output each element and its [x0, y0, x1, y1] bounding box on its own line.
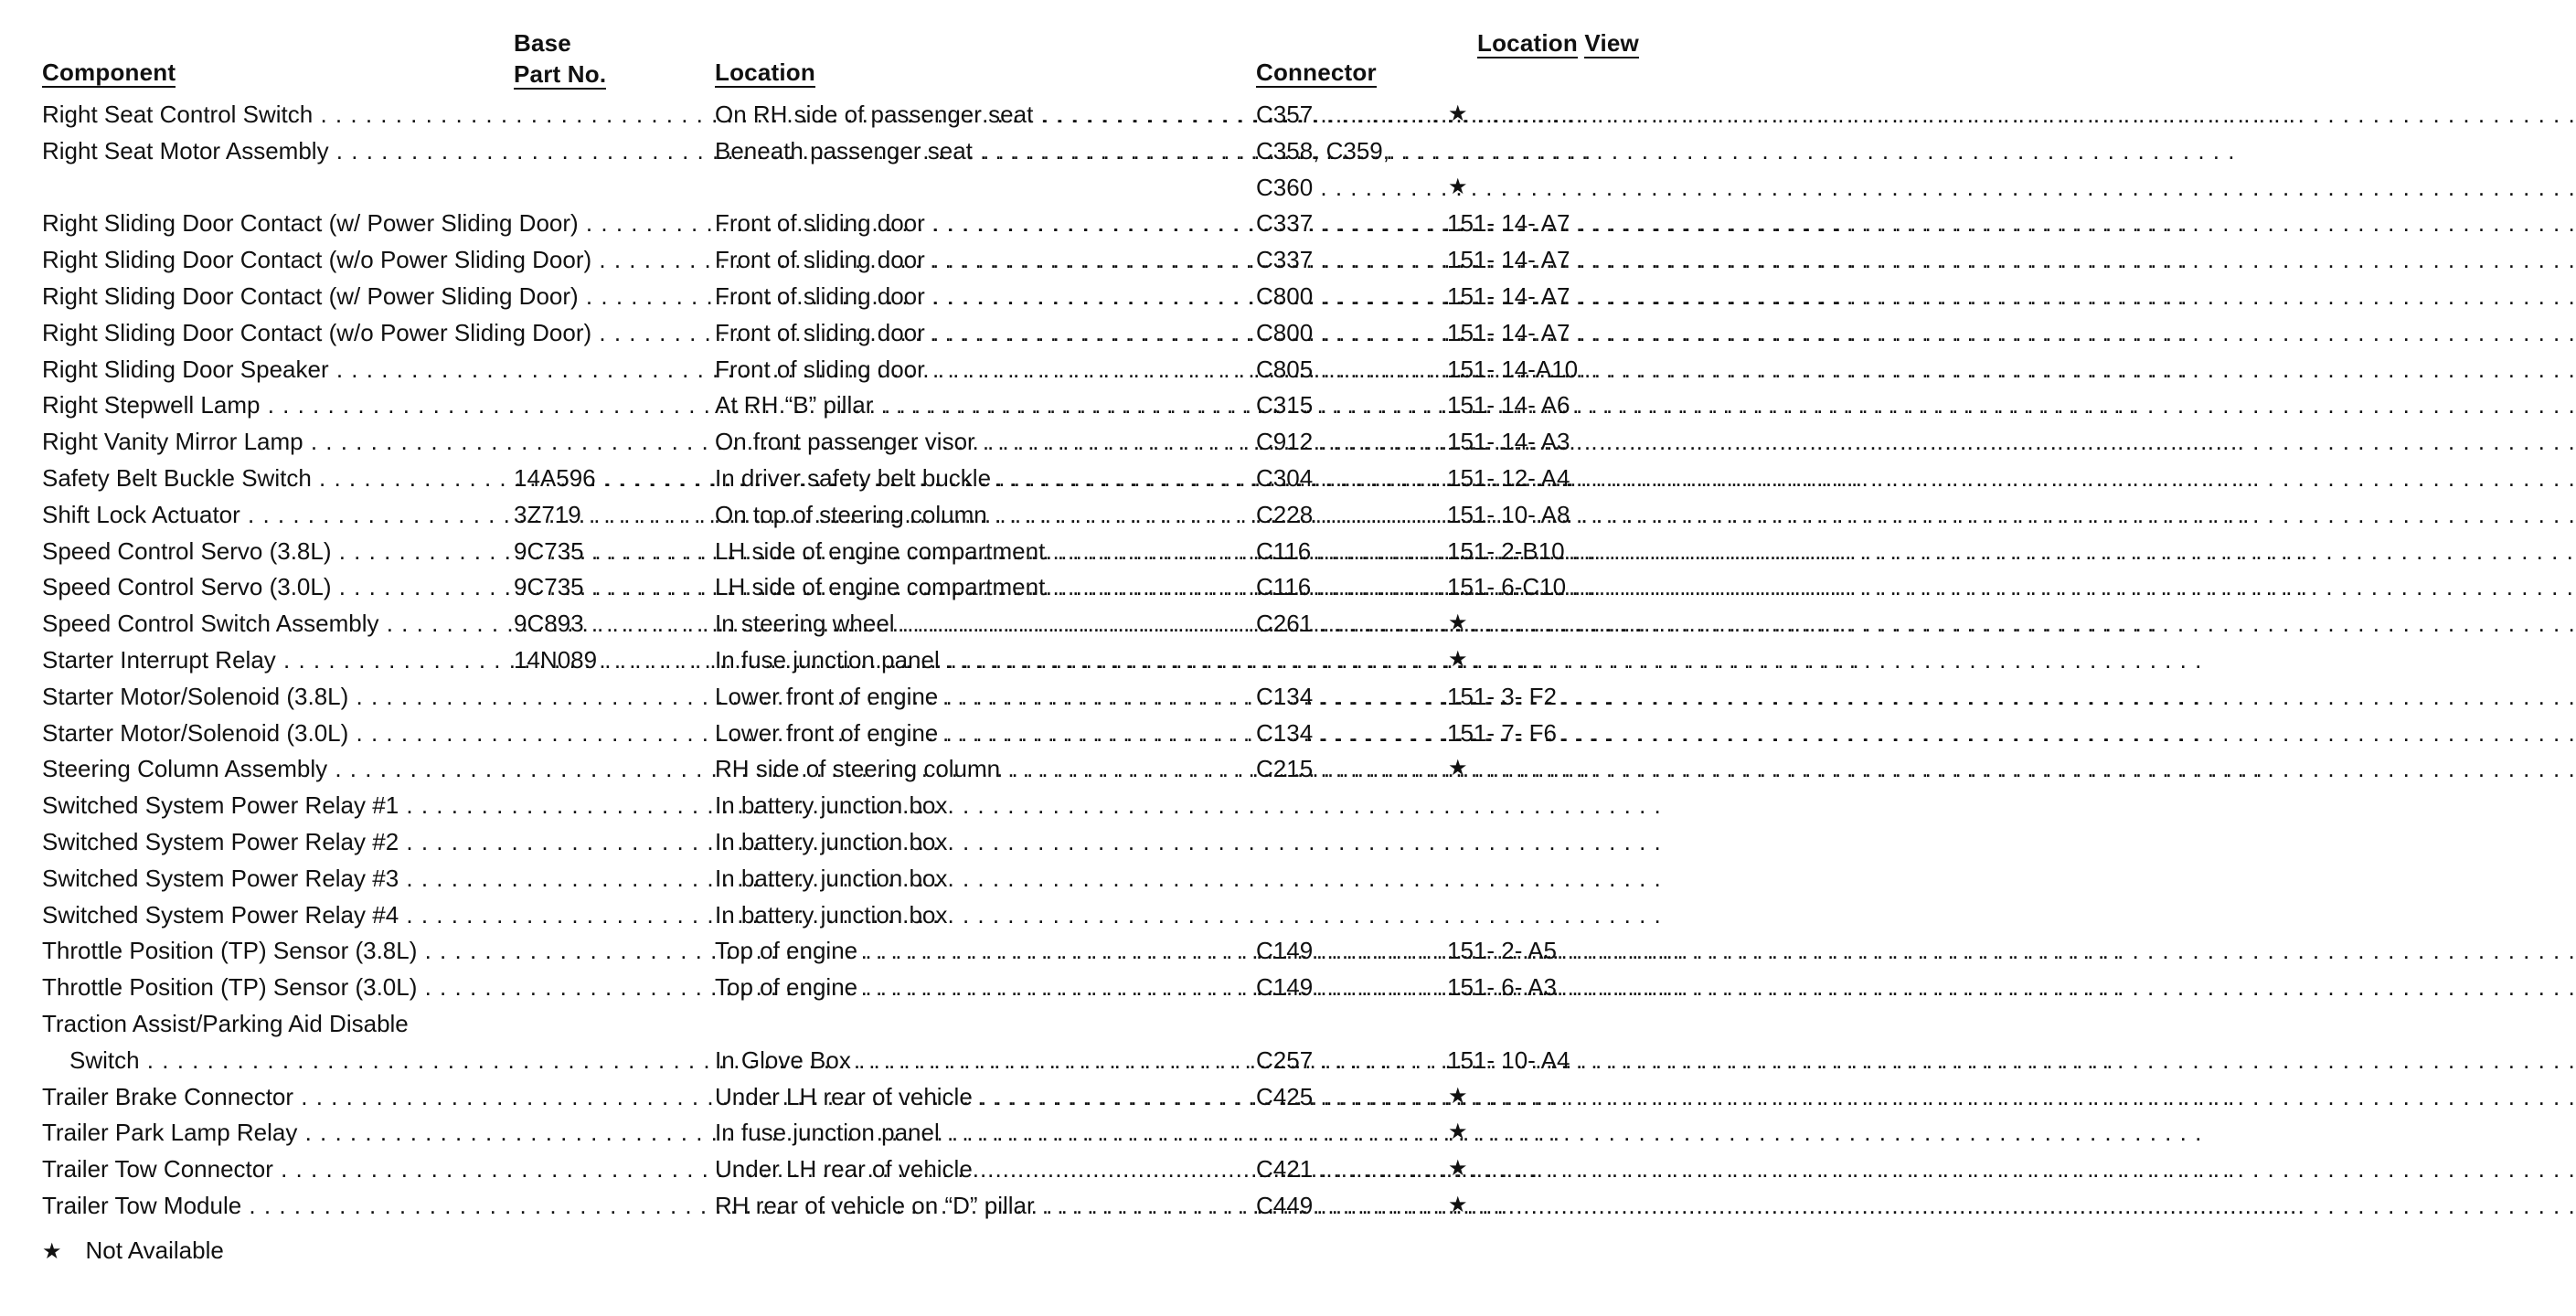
table-row [0, 387, 1589, 423]
location-text: In battery junction box [715, 828, 948, 855]
table-row [0, 715, 1589, 751]
connector-id: C228 . . . [1256, 496, 1442, 533]
connector-id: C360 . . . [1256, 169, 1442, 206]
base-part-number: 3Z719 . . . [514, 496, 709, 533]
component-name: Starter Interrupt Relay . . . [42, 642, 508, 678]
star-icon: ★ [1448, 1156, 1468, 1182]
location-text: Lower front of engine . . . [715, 715, 1251, 751]
star-icon: ★ [1448, 756, 1468, 781]
location-text: LH side of engine compartment . . . [715, 568, 1251, 605]
header-base-part-bottom: Part No. [514, 60, 607, 88]
header-location [715, 57, 815, 88]
connector-id: C149 . . . [1256, 969, 1442, 1005]
component-name: Right Sliding Door Contact (w/o Power Sliding Door) . . . [42, 241, 709, 278]
table-row [0, 241, 1589, 278]
connector-id: C134 . . . [1256, 678, 1442, 715]
location-view: 151- 10- A4 [1447, 1045, 1570, 1074]
location-text: In fuse junction panel . . . [715, 642, 1251, 678]
connector-id: C261 . . . [1256, 605, 1442, 642]
location-text: At RH “B” pillar . . . [715, 387, 1251, 423]
header-component-label: Component [42, 58, 176, 86]
table-row [0, 1151, 1589, 1187]
location-view: 151- 14- A6 [1447, 391, 1570, 419]
location-text: Front of sliding door . . . [715, 278, 1251, 314]
component-name: Speed Control Servo (3.8L) . . . [42, 533, 508, 569]
table-row [0, 1187, 1589, 1224]
header-location-view [1477, 27, 1639, 58]
table-row [0, 1078, 1589, 1115]
table-row [0, 823, 1589, 860]
location-text: Front of sliding door . . . [715, 314, 1251, 351]
table-row [0, 568, 1589, 605]
connector-id: C800 . . . [1256, 314, 1442, 351]
location-text: Lower front of engine . . . [715, 678, 1251, 715]
location-view: 151- 14- A7 [1447, 318, 1570, 346]
table-row [0, 932, 1589, 969]
table-row [0, 787, 1589, 823]
location-text: RH side of steering column . . . [715, 750, 1251, 787]
location-view: 151- 14- A3 [1447, 428, 1570, 456]
location-text: Front of sliding door . . . [715, 205, 1251, 241]
component-name: Right Stepwell Lamp . . . [42, 387, 709, 423]
table-row [0, 969, 1589, 1005]
component-name: Steering Column Assembly . . . [42, 750, 709, 787]
header-location-label: Location [715, 58, 815, 86]
connector-id: C421 . . . [1256, 1151, 1442, 1187]
component-name: Starter Motor/Solenoid (3.0L) . . . [42, 715, 709, 751]
table-row [0, 314, 1589, 351]
location-text: In Glove Box . . . [715, 1042, 1251, 1078]
component-name: Right Sliding Door Contact (w/ Power Sliding Door) . . . [42, 205, 709, 241]
table-row [0, 750, 1589, 787]
location-text: In steering wheel . . . [715, 605, 1251, 642]
location-view: 151- 14- A7 [1447, 246, 1570, 274]
component-name: Traction Assist/Parking Aid Disable [42, 1010, 409, 1037]
table-row [0, 533, 1589, 569]
connector-id: C800 . . . [1256, 278, 1442, 314]
connector-id: C357 . . . [1256, 96, 1442, 133]
star-icon: ★ [1448, 1193, 1468, 1217]
component-name: Speed Control Switch Assembly . . . [42, 605, 508, 642]
table-row [0, 1114, 1589, 1151]
connector-id: C449 . . . [1256, 1187, 1442, 1224]
location-text: Front of sliding door . . . [715, 241, 1251, 278]
component-name: Safety Belt Buckle Switch . . . [42, 460, 508, 496]
base-part-number: 9C893 . . . [514, 605, 709, 642]
connector-id: C337 . . . [1256, 205, 1442, 241]
component-name: Right Seat Motor Assembly . . . [42, 133, 709, 169]
connector-id: C912 . . . [1256, 423, 1442, 460]
component-name: Throttle Position (TP) Sensor (3.8L) . . . [42, 932, 709, 969]
component-name: Right Sliding Door Contact (w/o Power Sliding Door) . . . [42, 314, 709, 351]
table-row [0, 1042, 1589, 1078]
location-view: 151- 6-C10 [1447, 573, 1567, 601]
star-icon: ★ [1448, 610, 1468, 636]
header-location-view-bottom: View [1584, 29, 1639, 57]
location-text: In battery junction box [715, 864, 948, 892]
component-name: Switch . . . [42, 1042, 737, 1078]
location-view: 151- 7- F6 [1447, 718, 1557, 747]
star-icon: ★ [1448, 174, 1468, 199]
component-name: Switched System Power Relay #1 . . . [42, 787, 709, 823]
connector-id: C149 . . . [1256, 932, 1442, 969]
location-view: 151- 2- A5 [1447, 937, 1557, 965]
component-name: Throttle Position (TP) Sensor (3.0L) . . . [42, 969, 709, 1005]
component-name: Switched System Power Relay #3 . . . [42, 860, 709, 897]
location-text: In fuse junction panel . . . [715, 1114, 1251, 1151]
location-text: In battery junction box [715, 900, 948, 929]
component-name: Trailer Tow Connector . . . [42, 1151, 709, 1187]
component-name: Right Seat Control Switch . . . [42, 96, 709, 133]
table-row [0, 423, 1589, 460]
location-text: Under LH rear of vehicle . . . [715, 1078, 1251, 1115]
component-name: Switched System Power Relay #2 . . . [42, 823, 709, 860]
base-part-number: 14A596 . . . [514, 460, 709, 496]
location-view: 151- 2-B10 [1447, 536, 1565, 565]
location-text: Beneath passenger seat . . . [715, 133, 1251, 169]
component-name: Trailer Park Lamp Relay . . . [42, 1114, 709, 1151]
star-icon: ★ [1448, 647, 1468, 672]
table-row [0, 860, 1589, 897]
location-view: 151- 6- A3 [1447, 973, 1557, 1002]
star-icon: ★ [1448, 1120, 1468, 1145]
table-row [0, 133, 1589, 169]
table-row [0, 1005, 1589, 1042]
table-row [0, 169, 1589, 206]
base-part-number: 9C735 . . . [514, 533, 709, 569]
header-base-part-top: Base [514, 29, 571, 57]
location-text: Top of engine . . . [715, 969, 1251, 1005]
component-name: Switched System Power Relay #4 . . . [42, 897, 709, 933]
location-text: RH rear of vehicle on “D” pillar . . . [715, 1187, 1251, 1224]
connector-id: C116 . . . [1256, 533, 1442, 569]
connector-id: C805 . . . [1256, 351, 1442, 387]
location-view: 151- 14-A10 [1447, 355, 1579, 383]
connector-id: C257 . . . [1256, 1042, 1442, 1078]
footnote-text: Not Available [85, 1236, 224, 1264]
location-view: 151- 3- F2 [1447, 682, 1557, 710]
connector-id: C315 . . . [1256, 387, 1442, 423]
location-text: In battery junction box [715, 791, 948, 820]
header-component [42, 57, 176, 88]
star-icon: ★ [1448, 1083, 1468, 1109]
component-name: Trailer Tow Module . . . [42, 1187, 709, 1224]
table-row [0, 897, 1589, 933]
header-base-part [514, 27, 606, 90]
component-name: Starter Motor/Solenoid (3.8L) . . . [42, 678, 709, 715]
base-part-number: 9C735 . . . [514, 568, 709, 605]
location-text: On top of steering column . . . [715, 496, 1251, 533]
component-name: Shift Lock Actuator . . . [42, 496, 508, 533]
location-view: 151- 14- A7 [1447, 209, 1570, 238]
table-row [0, 96, 1589, 133]
table-row [0, 496, 1589, 533]
base-part-number: 14N089 . . . [514, 642, 709, 678]
connector-id: C358, C359, [1256, 136, 1389, 164]
location-text: LH side of engine compartment . . . [715, 533, 1251, 569]
location-view: 151- 12- A4 [1447, 464, 1570, 492]
component-name: Speed Control Servo (3.0L) . . . [42, 568, 508, 605]
connector-id: C116 . . . [1256, 568, 1442, 605]
table-row [0, 605, 1589, 642]
location-text: Under LH rear of vehicle . . . [715, 1151, 1251, 1187]
location-text: Top of engine . . . [715, 932, 1251, 969]
location-view: 151- 14- A7 [1447, 282, 1570, 310]
connector-id: C337 . . . [1256, 241, 1442, 278]
table-row [0, 678, 1589, 715]
table-row [0, 351, 1589, 387]
location-text: Front of sliding door . . . [715, 351, 1251, 387]
header-location-view-top: Location [1477, 29, 1578, 57]
component-name: Right Vanity Mirror Lamp . . . [42, 423, 709, 460]
connector-id: C134 . . . [1256, 715, 1442, 751]
connector-id: C304 . . . [1256, 460, 1442, 496]
component-name: Trailer Brake Connector . . . [42, 1078, 709, 1115]
component-name: Right Sliding Door Speaker . . . [42, 351, 709, 387]
location-view: 151- 10- A8 [1447, 500, 1570, 528]
location-text: On front passenger visor . . . [715, 423, 1251, 460]
table-row [0, 460, 1589, 496]
location-text: On RH side of passenger seat . . . [715, 96, 1251, 133]
location-text: In driver safety belt buckle . . . [715, 460, 1251, 496]
footnote [42, 1232, 224, 1270]
star-icon: ★ [1448, 101, 1468, 126]
header-connector [1256, 57, 1377, 88]
header-connector-label: Connector [1256, 58, 1377, 86]
connector-id: C425 . . . [1256, 1078, 1442, 1115]
star-icon: ★ [42, 1239, 62, 1264]
table-row [0, 278, 1589, 314]
connector-id: C215 . . . [1256, 750, 1442, 787]
component-name: Right Sliding Door Contact (w/ Power Sliding Door) . . . [42, 278, 709, 314]
table-row [0, 642, 1589, 678]
table-row [0, 205, 1589, 241]
